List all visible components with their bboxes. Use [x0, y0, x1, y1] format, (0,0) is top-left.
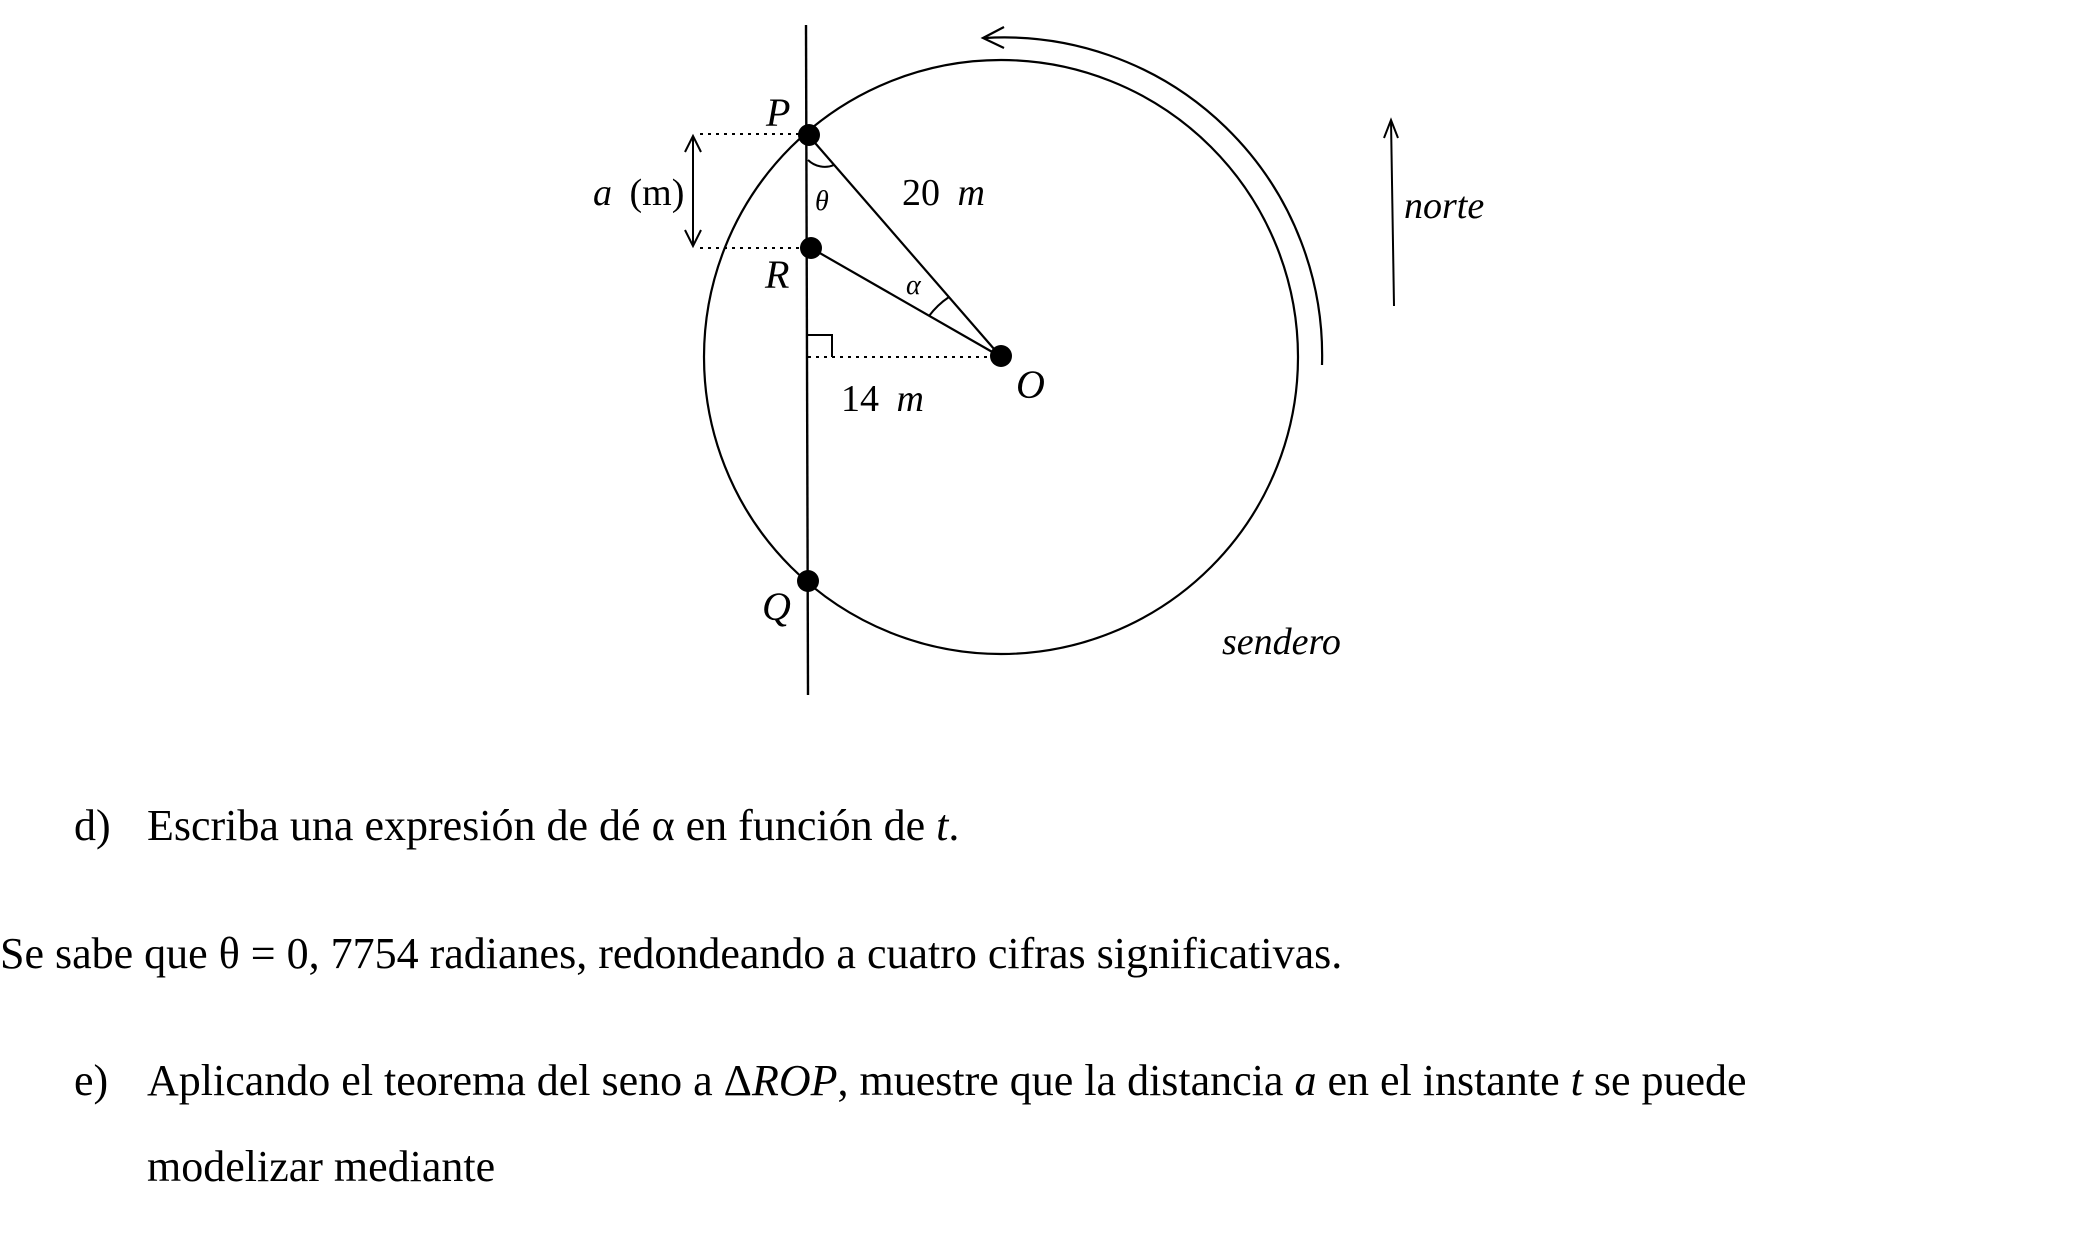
- label-alpha: α: [906, 270, 921, 301]
- point-p: [798, 124, 820, 146]
- double-headed-arrow-icon: [685, 136, 701, 246]
- point-q: [797, 570, 819, 592]
- question-d-text: [147, 800, 959, 853]
- label-p: P: [766, 90, 791, 135]
- question-d-text-after: .: [948, 801, 960, 850]
- question-e-label: e): [74, 1056, 109, 1105]
- label-theta: θ: [815, 186, 829, 217]
- label-hypotenuse: 20 m: [902, 172, 985, 214]
- label-q: Q: [762, 584, 791, 629]
- question-e-text: [147, 1055, 1747, 1108]
- counterclockwise-arc-arrow-icon: [983, 27, 1322, 365]
- label-north: norte: [1404, 185, 1485, 227]
- question-e-text-mid2: en el instante: [1316, 1056, 1571, 1105]
- point-o: [990, 345, 1012, 367]
- label-path: sendero: [1222, 621, 1341, 663]
- question-e-triangle: ROP: [751, 1056, 838, 1105]
- label-a: a (m): [593, 172, 685, 214]
- question-e-text-after: se puede: [1582, 1056, 1747, 1105]
- point-r: [800, 237, 822, 259]
- question-e-text-mid: , muestre que la distancia: [837, 1056, 1295, 1105]
- segment-po: [809, 136, 1001, 357]
- question-d-text-before: Escriba una expresión de dé α en función de: [147, 801, 937, 850]
- question-e-text-before: Aplicando el teorema del seno a Δ: [147, 1056, 752, 1105]
- label-o: O: [1016, 362, 1045, 407]
- given-statement: [0, 928, 1342, 981]
- label-r: R: [765, 252, 790, 297]
- segment-ro: [811, 248, 1001, 357]
- label-base: 14 m: [841, 378, 924, 420]
- question-e-var-a: a: [1294, 1056, 1317, 1105]
- north-arrow-icon: [1384, 120, 1398, 306]
- question-d-var: t: [936, 801, 949, 850]
- question-e-var-t: t: [1570, 1056, 1583, 1105]
- given-text: Se sabe que θ = 0, 7754 radianes, redondeando a cuatro cifras significativas.: [0, 929, 1343, 978]
- question-e-text-line2: modelizar mediante: [147, 1142, 496, 1191]
- right-angle-marker-icon: [808, 335, 832, 357]
- question-d-label: d): [74, 801, 111, 850]
- alpha-arc: [929, 297, 949, 316]
